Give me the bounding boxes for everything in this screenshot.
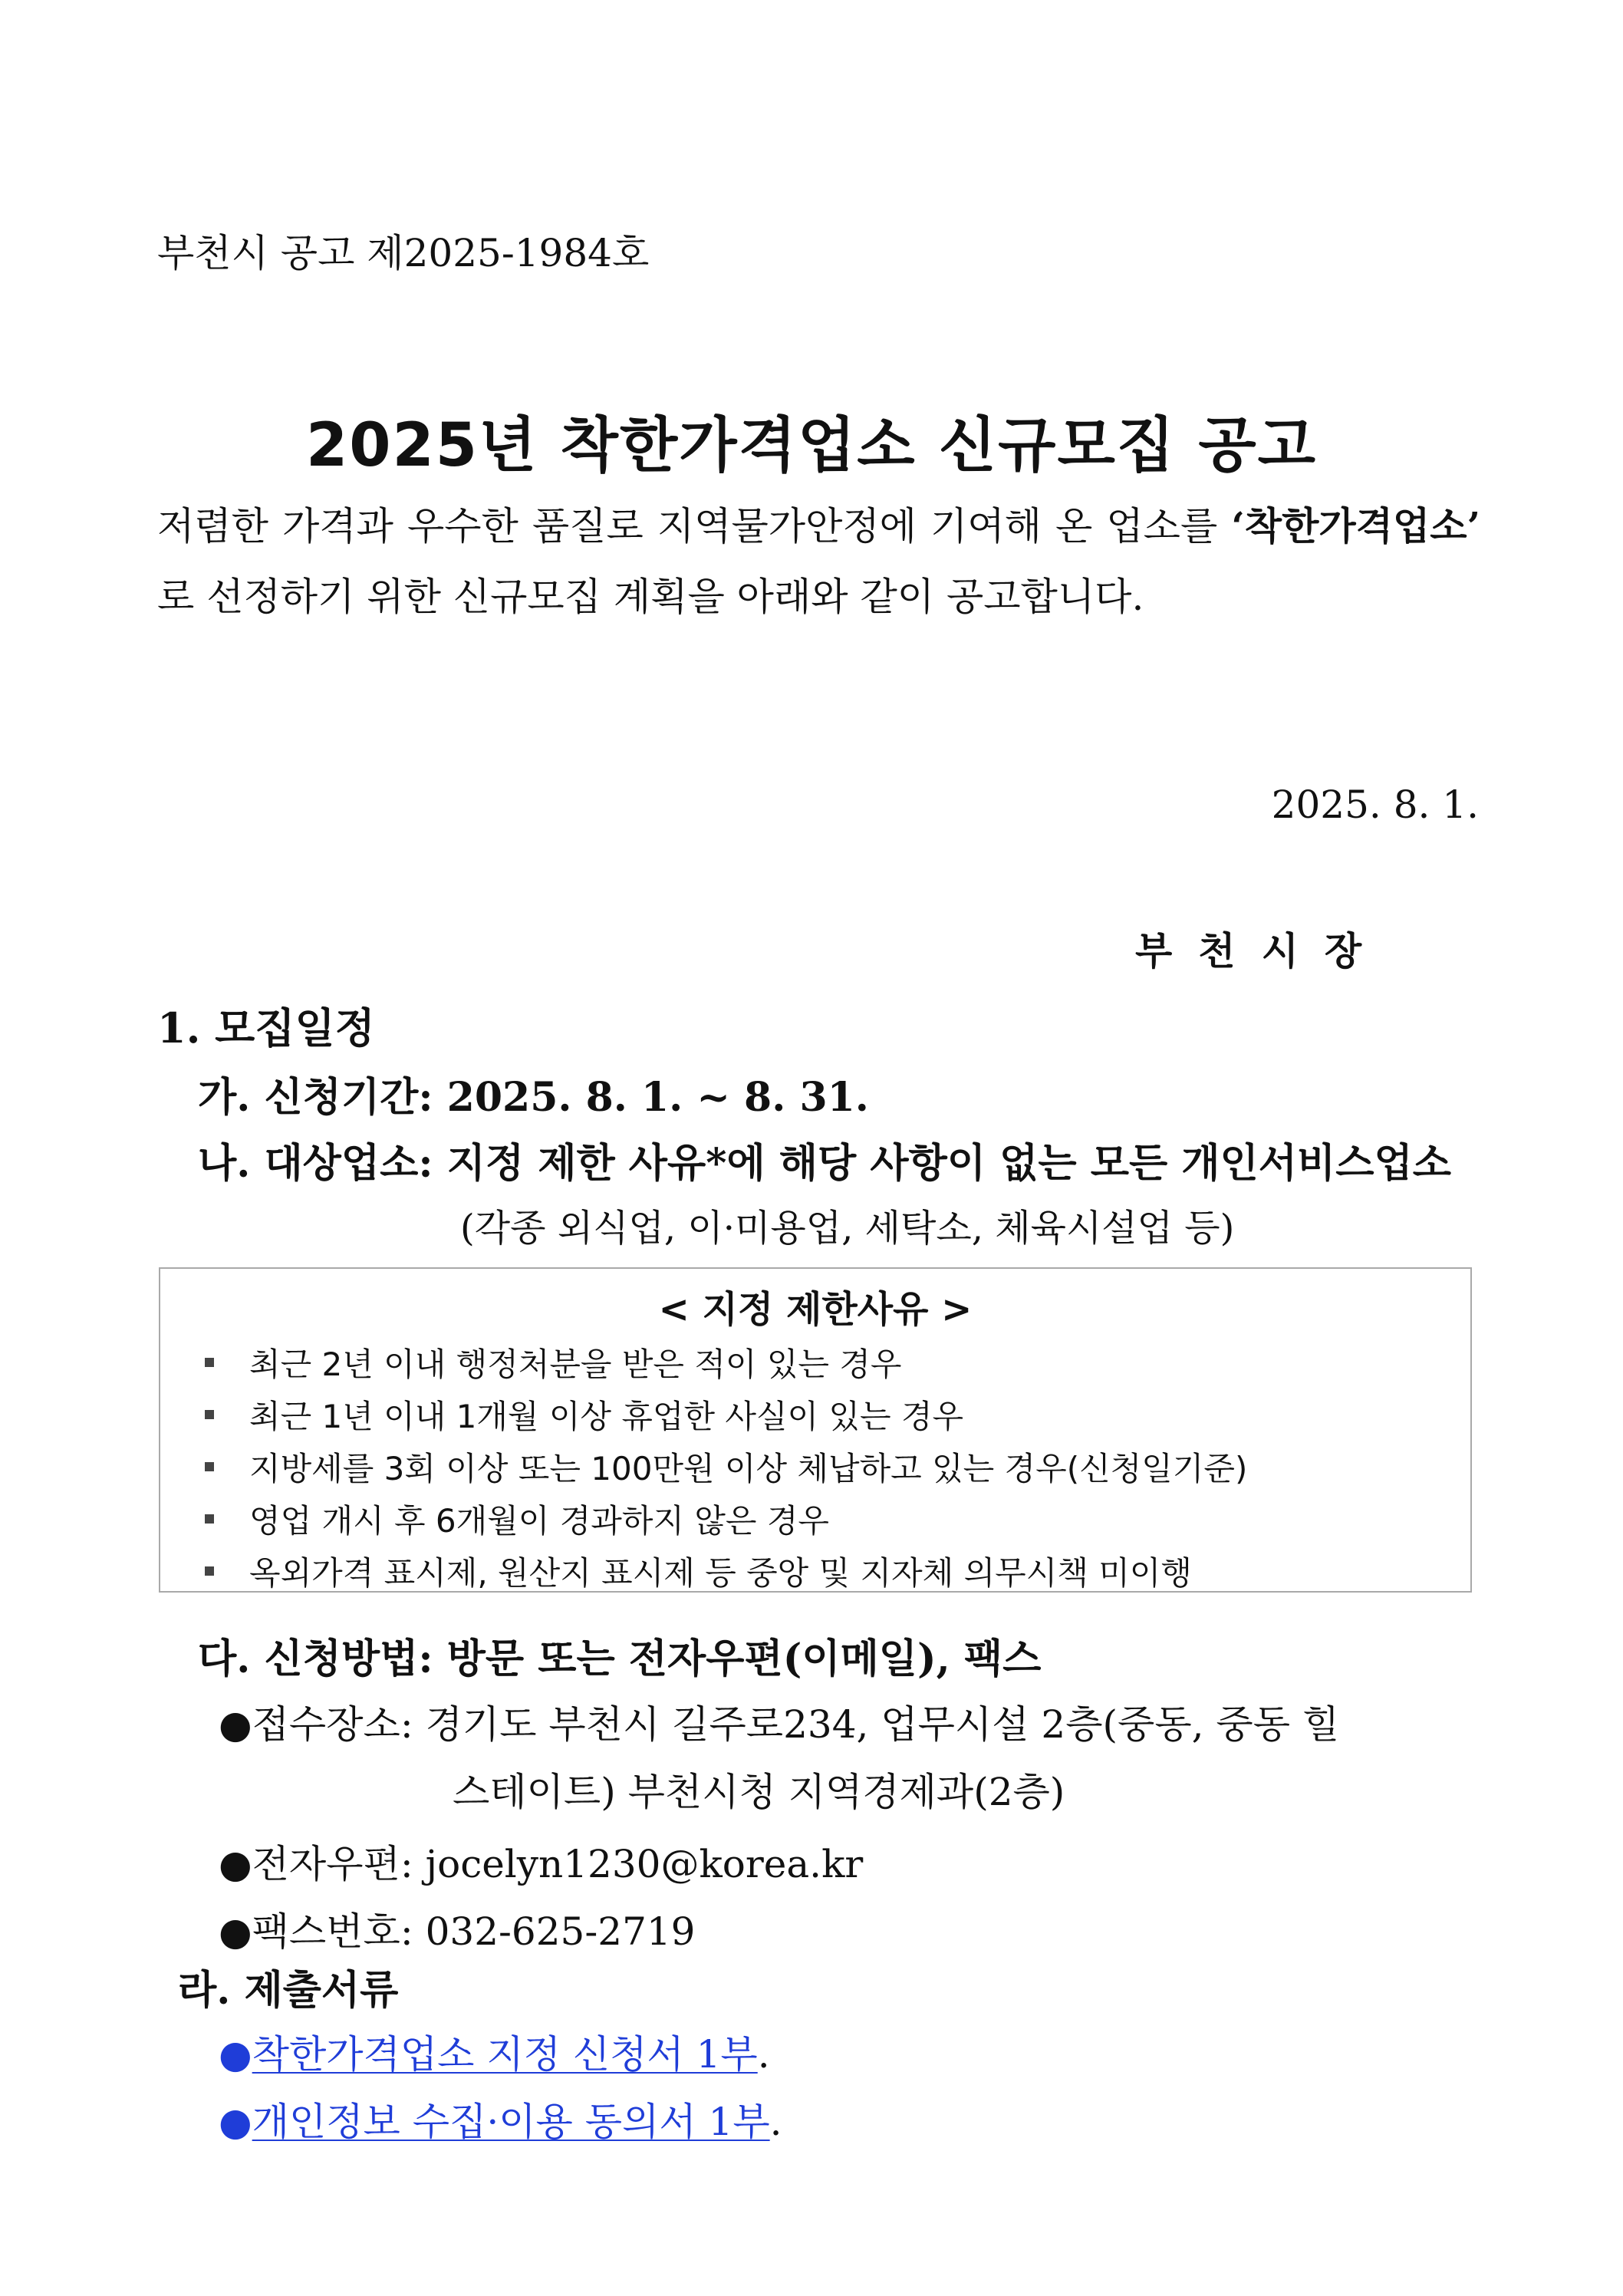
target-businesses: 나. 대상업소: 지정 제한 사유*에 해당 사항이 없는 모든 개인서비스업소 <box>198 1140 1451 1187</box>
intro-paragraph <box>157 491 1480 632</box>
intro-text-2: 로 선정하기 위한 신규모집 계획을 아래와 같이 공고합니다. <box>157 575 1144 619</box>
square-bullet-icon <box>205 1358 214 1367</box>
notice-number: 부천시 공고 제2025-1984호 <box>157 231 650 275</box>
reception-place <box>219 1694 1339 1749</box>
square-bullet-icon <box>205 1514 214 1524</box>
list-item: 최근 1년 이내 1개월 이상 휴업한 사실이 있는 경우 <box>205 1388 1247 1441</box>
restriction-box <box>159 1267 1472 1593</box>
list-item: 옥외가격 표시제, 원산지 표시제 등 중앙 및 지자체 의무시책 미이행 <box>205 1545 1247 1597</box>
reception-value: 경기도 부천시 길주로234, 업무시설 2층(중동, 중동 힐 <box>425 1702 1340 1747</box>
list-item: 영업 개시 후 6개월이 경과하지 않은 경우 <box>205 1493 1247 1545</box>
restriction-box-title: < 지정 제한사유 > <box>658 1288 973 1331</box>
page-title: 2025년 착한가격업소 신규모집 공고 <box>305 411 1318 480</box>
restriction-list <box>205 1336 1247 1597</box>
reception-value-continued: 스테이트) 부천시청 지역경제과(2층) <box>453 1770 1065 1814</box>
privacy-consent-link[interactable]: 개인정보 수집·이용 동의서 1부 <box>252 2100 770 2144</box>
square-bullet-icon <box>205 1410 214 1419</box>
email-label: ●전자우편: <box>219 1842 413 1886</box>
section-heading-schedule: 1. 모집일정 <box>157 1003 375 1052</box>
list-item: 최근 2년 이내 행정처분을 받은 적이 있는 경우 <box>205 1336 1247 1388</box>
application-method: 다. 신청방법: 방문 또는 전자우편(이메일), 팩스 <box>198 1636 1042 1682</box>
issuer-name: 부천시장 <box>1135 928 1388 973</box>
intro-text-1: 저렴한 가격과 우수한 품질로 지역물가안정에 기여해 온 업소를 <box>157 504 1218 548</box>
square-bullet-icon <box>205 1566 214 1576</box>
fax-label: ●팩스번호: <box>219 1909 413 1954</box>
application-period: 가. 신청기간: 2025. 8. 1. ~ 8. 31. <box>198 1074 869 1121</box>
fax-row <box>219 1901 696 1956</box>
email-row <box>219 1833 863 1889</box>
email-value[interactable]: jocelyn1230@korea.kr <box>425 1842 864 1886</box>
required-documents-heading: 라. 제출서류 <box>178 1967 399 2014</box>
document-item: ●개인정보 수집·이용 동의서 1부. <box>219 2100 782 2144</box>
notice-date: 2025. 8. 1. <box>1271 782 1479 827</box>
target-businesses-note: (각종 외식업, 이·미용업, 세탁소, 체육시설업 등) <box>460 1207 1235 1250</box>
circle-bullet-icon: ● <box>219 2032 252 2077</box>
fax-value: 032-625-2719 <box>425 1909 696 1954</box>
list-item: 지방세를 3회 이상 또는 100만원 이상 체납하고 있는 경우(신청일기준) <box>205 1441 1247 1493</box>
document-item: ●착한가격업소 지정 신청서 1부. <box>219 2032 770 2077</box>
circle-bullet-icon: ● <box>219 2100 252 2144</box>
application-form-link[interactable]: 착한가격업소 지정 신청서 1부 <box>252 2032 758 2077</box>
reception-label: ●접수장소: <box>219 1702 413 1747</box>
square-bullet-icon <box>205 1462 214 1471</box>
intro-quoted-term: ‘착한가격업소’ <box>1231 503 1480 548</box>
